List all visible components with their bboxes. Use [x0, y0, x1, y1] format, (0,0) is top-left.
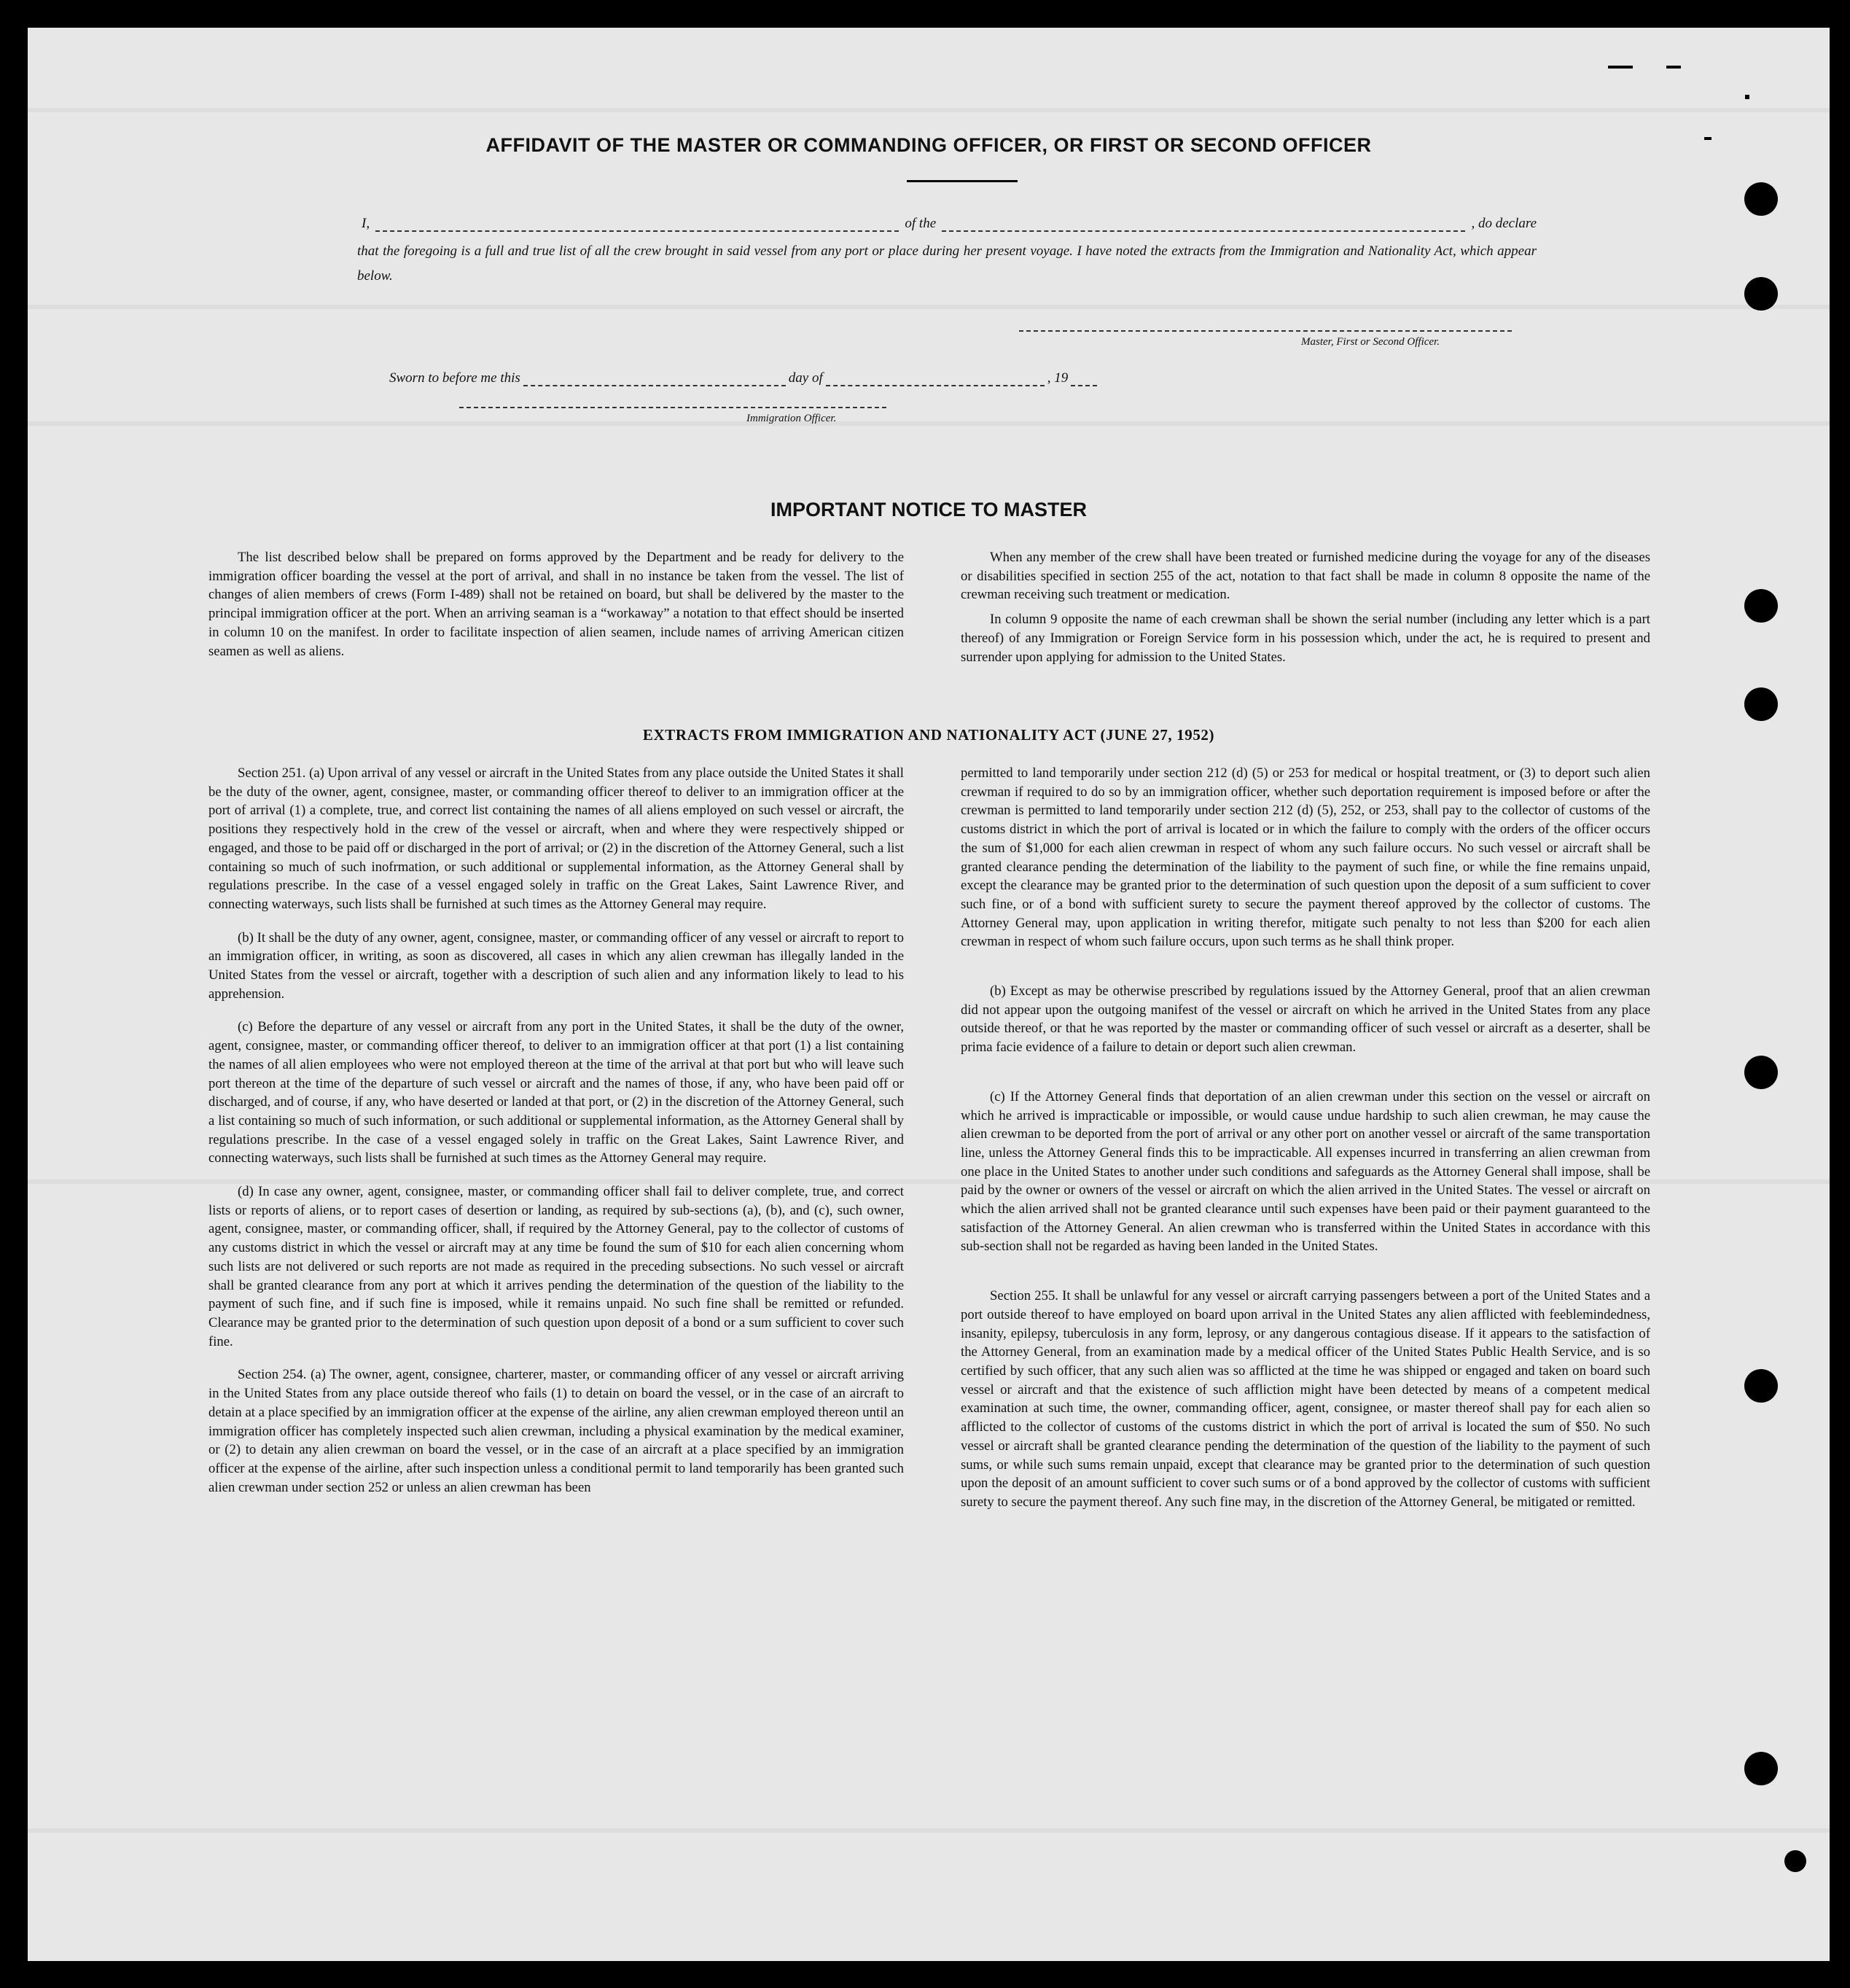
day-of-label: day of [788, 370, 823, 386]
sworn-year-field[interactable] [1071, 372, 1097, 386]
notice-title: IMPORTANT NOTICE TO MASTER [770, 499, 1087, 521]
scan-artifact [28, 421, 1830, 426]
year-label: , 19 [1047, 370, 1069, 386]
title-underline [907, 180, 1018, 182]
scan-artifact [28, 1828, 1830, 1833]
punch-hole [1784, 1850, 1806, 1872]
punch-hole [1744, 1369, 1778, 1403]
document-page [28, 28, 1830, 1961]
punch-hole [1744, 589, 1778, 623]
speck-mark [1745, 95, 1749, 99]
section-254-a-continued: permitted to land temporarily under section 212 (d) (5) or 253 for medical or hospital treatment, or (3) to deport such alien crewman if required to do so by an immigration officer, whether such deportation requirement is imposed before or after the crewman is permitted to land temporarily under section 212 (d) (5), 252, or 253, shall pay to the collector of customs of the customs district in which the port of arrival is located or in which the failure to comply with the orders of the officer occurs the sum of $1,000 for each alien crewman in respect of whom any such failure occurs. No such vessel or aircraft shall be granted clearance pending the determination of the liability to the payment of such fine, or while the fine remains unpaid, except the clearance may be granted prior to the determination of such question upon the deposit of a sum sufficient to cover such fine, or of a bond with sufficient surety to secure the payment thereof approved by the collector of customs. The Attorney General may, upon application in writing therefor, mitigate such penalty to not less than $200 for each alien crewman in respect of whom such failure occurs, upon such terms as he shall think proper. [961, 765, 1650, 950]
corner-mark [1608, 66, 1633, 69]
vessel-label: of the [905, 216, 937, 231]
section-251-d: (d) In case any owner, agent, consignee, master, or commanding officer shall fail to deliver complete, true, and correct lists or reports of aliens, or to report cases of desertion or landing, as required by sub-sections (a), (b), and (c), such owner, agent, consignee, master, or commanding officer, shall, if required by the Attorney General, pay to the collector of customs of any customs district in which the vessel or aircraft may at any time be found the sum of $10 for each alien concerning whom such lists are not delivered or such reports are not made as required in the preceding subsections. No such vessel or aircraft shall be granted clearance from any port at which it arrives pending the determination of the question of the liability to the payment of such fine, and if such fine is imposed, while it remains unpaid. No such fine shall be remitted or refunded. Clearance may be granted prior to the determination of such question upon deposit of a bond or a sum sufficient to cover such fine. [208, 1184, 904, 1349]
vessel-name-field[interactable] [942, 217, 1465, 232]
sworn-day-field[interactable] [523, 372, 786, 386]
notice-right-column [961, 548, 1650, 672]
punch-hole [1744, 1056, 1778, 1089]
punch-hole [1744, 1752, 1778, 1785]
section-251-b: (b) It shall be the duty of any owner, agent, consignee, master, or commanding officer of any vessel or aircraft to report to an immigration officer, in writing, as soon as discovered, all cases in which any alien crewman has illegally landed in the United States from the vessel or aircraft, together with a description of such alien and any information likely to lead to his apprehension. [208, 929, 904, 1002]
affidavit-title: AFFIDAVIT OF THE MASTER OR COMMANDING OFFICER, OR FIRST OR SECOND OFFICER [485, 134, 1372, 156]
declarant-name-field[interactable] [375, 217, 899, 232]
notice-paragraph: When any member of the crew shall have been treated or furnished medicine during the voyage for any of the diseases or disabilities specified in section 255 of the act, notation to that fact shall be made in column 8 opposite the name of the crewman receiving such treatment or medication. [961, 550, 1650, 603]
section-251-a: Section 251. (a) Upon arrival of any vessel or aircraft in the United States from any place outside the United States it shall be the duty of the owner, agent, consignee, master, or commanding officer thereof to deliver to an immigration officer at the port of arrival (1) a complete, true, and correct list containing the names of all aliens employed on such vessel or aircraft, the positions they respectively hold in the crew of the vessel or aircraft, when and where they were respectively shipped or engaged, and those to be paid off or discharged in the port of arrival; or (2) in the discretion of the Attorney General, such a list containing so much of such inofrmation, or such additional or supplemental information, as the Attorney General shall by regulations prescribe. In the case of a vessel engaged solely in traffic on the Great Lakes, Saint Lawrence River, and connecting waterways, such lists shall be furnished at such times as the Attorney General may require. [208, 765, 904, 912]
section-254-b: (b) Except as may be otherwise prescribed by regulations issued by the Attorney General, proof that an alien crewman did not appear upon the outgoing manifest of the vessel or aircraft on which he arrived in the United States from any place outside thereof, or that he was reported by the master or commanding officer of such vessel or aircraft as a deserter, shall be prima facie evidence of a failure to detain or deport such alien crewman. [961, 983, 1650, 1056]
extracts-left-column [208, 764, 904, 1502]
scan-artifact [28, 108, 1830, 112]
section-254-c: (c) If the Attorney General finds that deportation of an alien crewman under this section on the vessel or aircraft on which he arrived is impracticable or impossible, or would cause undue hardship to such alien crewman, he may cause the alien crewman to be deported from the port of arrival or any other port on another vessel or aircraft of the same transportation line, unless the Attorney General finds this to be impracticable. All expenses incurred in transferring an alien crewman from one place in the United States to another under such conditions and safeguards as the Attorney General shall impose, shall be paid by the owner or owners of the vessel or aircraft on which the alien arrived in the United States. The vessel or aircraft on which the alien arrived shall not be granted clearance until such expenses have been paid or their payment guaranteed to the satisfaction of the Attorney General. An alien crewman who is transferred within the United States in accordance with this sub-section shall not be regarded as having been landed in the United States. [961, 1088, 1650, 1255]
punch-hole [1744, 182, 1778, 216]
declarant-line [362, 216, 1537, 232]
officer-signature-caption: Immigration Officer. [746, 413, 837, 424]
section-251-c: (c) Before the departure of any vessel or aircraft from any port in the United States, it shall be the duty of the owner, agent, consignee, master, or commanding officer thereof, to deliver to an immigration officer at that port (1) a list containing the names of all alien employees who were not employed thereon at the time of the arrival at that port but who will leave such port thereon at the time of the departure of such vessel or aircraft and the names of those, if any, who have been paid off or discharged, and of course, if any, who have deserted or landed at that port, or (2) in the discretion of the Attorney General, such a list containing so much of such information, or such additional or supplemental information, as the Attorney General shall by regulations prescribe. In the case of a vessel engaged solely in traffic on the Great Lakes, Saint Lawrence River, and connecting waterways, such lists shall be furnished at such times as the Attorney General may require. [208, 1019, 904, 1166]
master-signature-field[interactable] [1019, 330, 1512, 332]
punch-hole [1744, 277, 1778, 311]
declaration-text: that the foregoing is a full and true list of all the crew brought in said vessel from any port or place during her present voyage. I have noted the extracts from the Immigration and Nationality Act, which appear below. [357, 243, 1537, 284]
declare-label: , do declare [1471, 216, 1537, 231]
corner-mark [1666, 66, 1681, 69]
declarant-label: I, [362, 216, 370, 231]
notice-left-column [208, 548, 904, 666]
master-signature-caption: Master, First or Second Officer. [1301, 336, 1440, 348]
extracts-title: EXTRACTS FROM IMMIGRATION AND NATIONALITY ACT (JUNE 27, 1952) [642, 726, 1215, 744]
scan-artifact [28, 305, 1830, 309]
sworn-line [389, 370, 1220, 386]
sworn-label: Sworn to before me this [389, 370, 520, 386]
sworn-month-field[interactable] [826, 372, 1045, 386]
notice-paragraph: In column 9 opposite the name of each crewman shall be shown the serial number (including any letter which is a part thereof) of any Immigration or Foreign Service form in his possession which, under the act, he is required to present and surrender upon applying for admission to the United States. [961, 612, 1650, 665]
notice-paragraph: The list described below shall be prepared on forms approved by the Department and be ready for delivery to the immigration officer boarding the vessel at the port of arrival, and shall in no instance be taken from the vessel. The list of changes of alien members of crews (Form I-489) shall not be retained on board, but shall be delivered by the master to the principal immigration officer at the port. When an arriving seaman is a “workaway” a notation to that effect should be inserted in column 10 on the manifest. In order to facilitate inspection of alien seamen, include names of arriving American citizen seamen as well as aliens. [208, 550, 904, 659]
officer-signature-field[interactable] [459, 407, 886, 408]
section-254-a: Section 254. (a) The owner, agent, consignee, charterer, master, or commanding officer of any vessel or aircraft arriving in the United States from any place outside thereof who fails (1) to detain on board the vessel, or in the case of an aircraft to detain at a place specified by an immigration officer at the expense of the airline, any alien crewman employed thereon until an immigration officer has completely inspected such alien crewman, including a physical examination by the medical examiner, or (2) to detain any alien crewman on board the vessel, or in the case of an aircraft at a place specified by an immigration officer at the expense of the airline, after such inspection unless a conditional permit to land temporarily has been granted such alien crewman under section 252 or unless an alien crewman has been [208, 1367, 904, 1495]
punch-hole [1744, 687, 1778, 721]
extracts-right-column [961, 764, 1650, 1518]
section-255: Section 255. It shall be unlawful for any vessel or aircraft carrying passengers between a port of the United States and a port outside thereof to have employed on board upon arrival in the United States any alien afflicted with feeblemindedness, insanity, epilepsy, tuberculosis in any form, leprosy, or any dangerous contagious disease. If it appears to the satisfaction of the Attorney General, from an examination made by a medical officer of the United States Public Health Service, and is so certified by such officer, that any such alien was so afflicted at the time he was shipped or engaged and taken on board such vessel or aircraft and that the existence of such affliction might have been detected by means of a competent medical examination at such time, the owner, commanding officer, agent, consignee, or master thereof shall pay for each alien so afflicted to the collector of customs of the customs district in which the port of arrival is located the sum of $50. No such vessel or aircraft shall be granted clearance pending the determination of the question of the liability to the payment of such sums, or while such sums remain unpaid, except that clearance may be granted prior to the determination of such question upon the deposit of an amount sufficient to cover such sums or of a bond approved by the collector of customs with sufficient surety to secure the payment thereof. Any such fine may, in the discretion of the Attorney General, be mitigated or remitted. [961, 1288, 1650, 1510]
